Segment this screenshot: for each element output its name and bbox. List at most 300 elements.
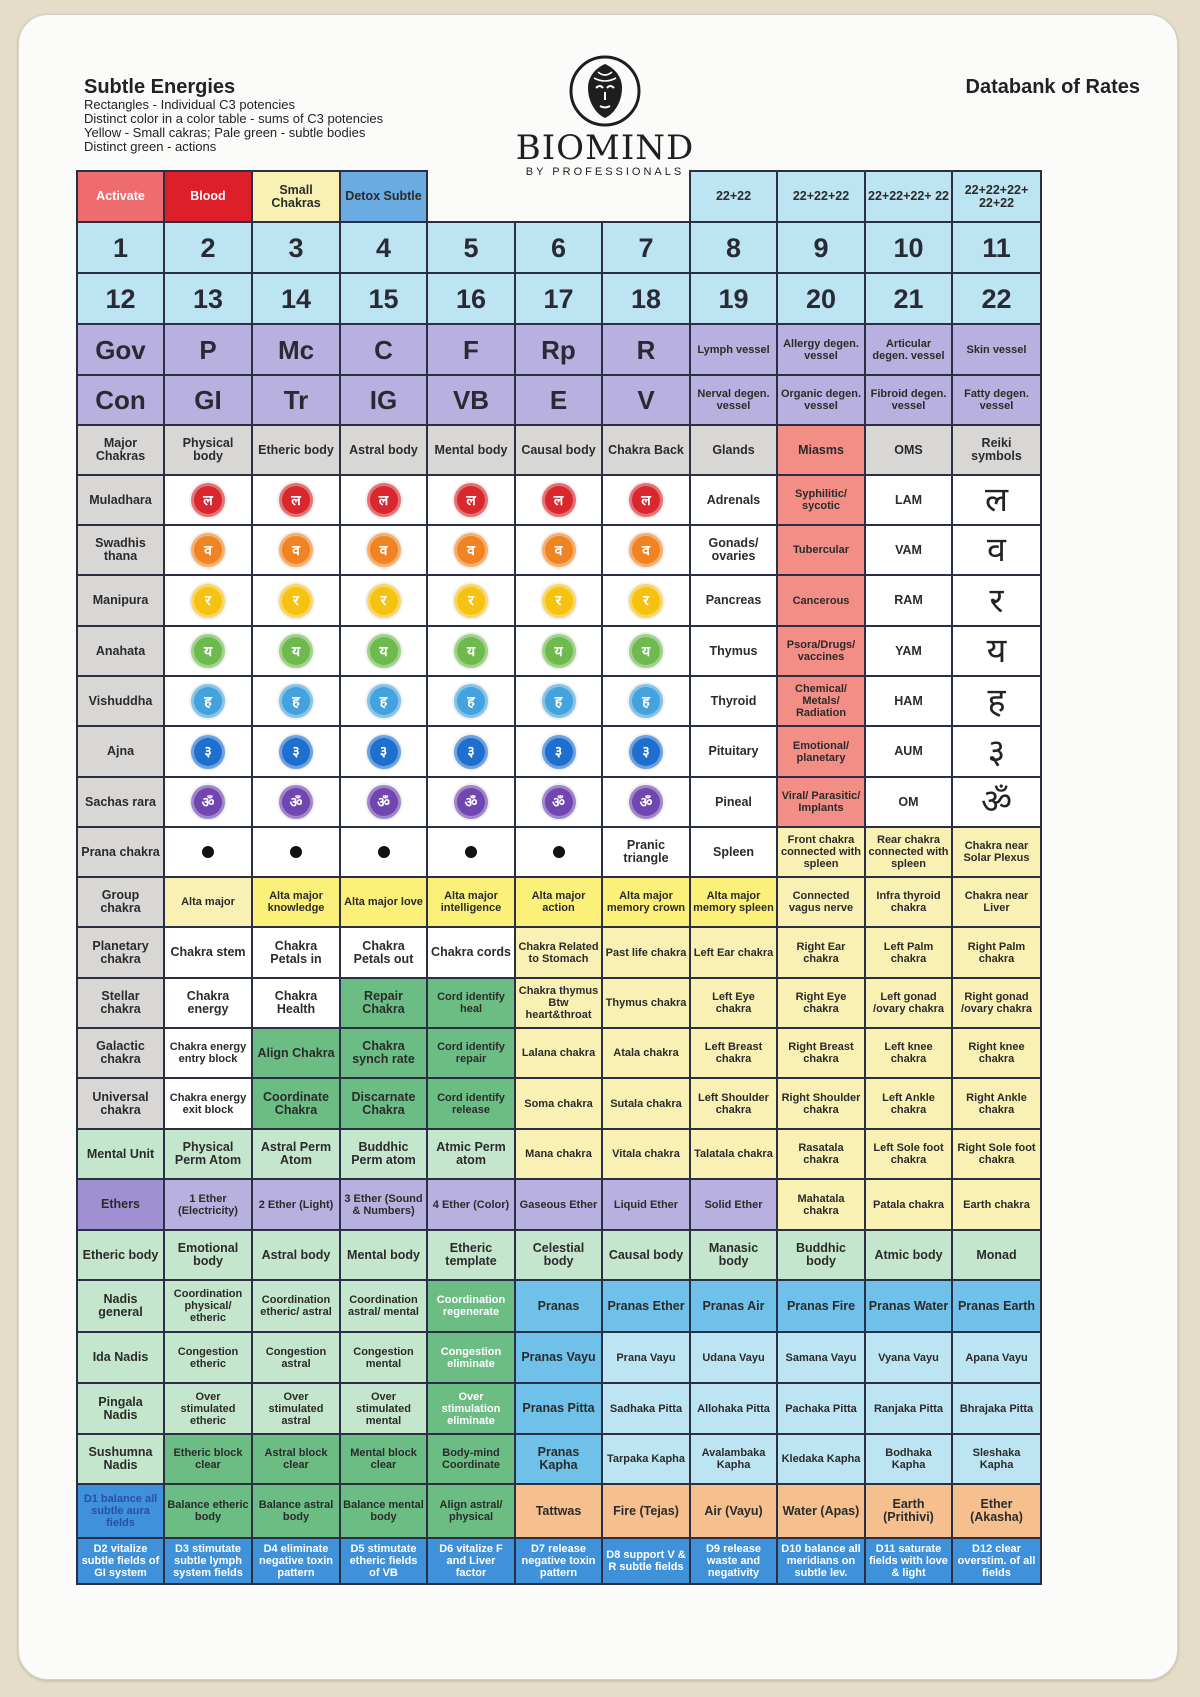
bullet-dot-icon <box>465 846 477 858</box>
chakra-cell-r7-c2 <box>163 474 253 526</box>
table-cell-r20-c6: Mana chakra <box>514 1128 603 1180</box>
table-cell-r25-c10: Ranjaka Pitta <box>864 1382 953 1435</box>
chakra-solar-plexus-icon: र <box>542 584 576 618</box>
table-cell-r7-c10: LAM <box>864 474 953 526</box>
table-cell-r23-c2: Coordination physical/ etheric <box>163 1279 253 1333</box>
table-cell-r21-c11: Earth chakra <box>951 1178 1042 1231</box>
table-cell-r12-c1: Ajna <box>76 725 165 778</box>
table-cell-r26-c1: Sushumna Nadis <box>76 1433 165 1485</box>
table-cell-r21-c10: Patala chakra <box>864 1178 953 1231</box>
table-cell-r28-c2: D3 stimutate subtle lymph system fields <box>163 1537 253 1585</box>
table-cell-r21-c8: Solid Ether <box>689 1178 778 1231</box>
table-cell-r19-c10: Left Ankle chakra <box>864 1077 953 1130</box>
chakra-cell-r13-c6 <box>514 776 603 828</box>
table-cell-r28-c1: D2 vitalize subtle fields of GI system <box>76 1537 165 1585</box>
table-cell-r9-c8: Pancreas <box>689 574 778 627</box>
bullet-dot-icon <box>290 846 302 858</box>
chakra-throat-icon: ह <box>367 684 401 718</box>
table-cell-r11-c8: Thyroid <box>689 675 778 727</box>
chakra-crown-icon: ॐ <box>367 785 401 819</box>
chakra-cell-r11-c6 <box>514 675 603 727</box>
table-cell-r17-c8: Left Eye chakra <box>689 977 778 1029</box>
table-cell-r3-c10: 21 <box>864 272 953 325</box>
table-cell-r24-c11: Apana Vayu <box>951 1331 1042 1384</box>
table-cell-r20-c10: Left Sole foot chakra <box>864 1128 953 1180</box>
table-cell-r2-c10: 10 <box>864 221 953 274</box>
reiki-ram-glyph-icon: र <box>989 580 1004 621</box>
table-cell-r23-c4: Coordination astral/ mental <box>339 1279 428 1333</box>
table-cell-r26-c7: Tarpaka Kapha <box>601 1433 691 1485</box>
reiki-symbol-cell <box>951 725 1042 778</box>
chakra-cell-r12-c2 <box>163 725 253 778</box>
table-cell-r15-c11: Chakra near Liver <box>951 876 1042 928</box>
chakra-cell-r13-c5 <box>426 776 516 828</box>
table-cell-r21-c1: Ethers <box>76 1178 165 1231</box>
table-cell-r20-c9: Rasatala chakra <box>776 1128 866 1180</box>
table-cell-r5-c9: Organic degen. vessel <box>776 374 866 426</box>
chakra-cell-r9-c3 <box>251 574 341 627</box>
table-cell-r25-c7: Sadhaka Pitta <box>601 1382 691 1435</box>
chakra-crown-icon: ॐ <box>542 785 576 819</box>
table-cell-r23-c5: Coordination regenerate <box>426 1279 516 1333</box>
table-cell-r28-c10: D11 saturate fields with love & light <box>864 1537 953 1585</box>
table-cell-r20-c1: Mental Unit <box>76 1128 165 1180</box>
table-cell-r28-c11: D12 clear overstim. of all fields <box>951 1537 1042 1585</box>
chakra-heart-icon: य <box>191 634 225 668</box>
table-cell-r4-c1: Gov <box>76 323 165 376</box>
table-cell-r14-c9: Front chakra connected with spleen <box>776 826 866 878</box>
chakra-solar-plexus-icon: र <box>367 584 401 618</box>
brand-name: BIOMIND <box>515 128 695 168</box>
table-cell-r24-c3: Congestion astral <box>251 1331 341 1384</box>
chakra-sacral-icon: व <box>542 533 576 567</box>
brand-subtitle: BY PROFESSIONALS <box>525 166 685 178</box>
chakra-cell-r7-c3 <box>251 474 341 526</box>
chakra-cell-r10-c2 <box>163 625 253 677</box>
table-cell-r17-c9: Right Eye chakra <box>776 977 866 1029</box>
table-cell-r25-c6: Pranas Pitta <box>514 1382 603 1435</box>
table-cell-r4-c6: Rp <box>514 323 603 376</box>
chakra-cell-r9-c7 <box>601 574 691 627</box>
table-cell-r17-c4: Repair Chakra <box>339 977 428 1029</box>
table-cell-r1-c11: 22+22+22+ 22+22 <box>951 170 1042 223</box>
table-cell-r14-c2 <box>163 826 253 878</box>
table-cell-r1-c2: Blood <box>163 170 253 223</box>
reiki-ham-glyph-icon: ह <box>987 681 1006 721</box>
table-cell-r16-c10: Left Palm chakra <box>864 926 953 979</box>
table-cell-r19-c1: Universal chakra <box>76 1077 165 1130</box>
chakra-third-eye-icon: ३ <box>191 735 225 769</box>
table-cell-r3-c2: 13 <box>163 272 253 325</box>
reiki-symbol-cell <box>951 524 1042 576</box>
table-cell-r15-c7: Alta major memory crown <box>601 876 691 928</box>
table-cell-r16-c11: Right Palm chakra <box>951 926 1042 979</box>
chakra-cell-r10-c5 <box>426 625 516 677</box>
chakra-third-eye-icon: ३ <box>542 735 576 769</box>
bullet-dot-icon <box>202 846 214 858</box>
table-cell-r23-c7: Pranas Ether <box>601 1279 691 1333</box>
table-cell-r1-c3: Small Chakras <box>251 170 341 223</box>
table-cell-r25-c1: Pingala Nadis <box>76 1382 165 1435</box>
table-cell-r19-c11: Right Ankle chakra <box>951 1077 1042 1130</box>
chakra-solar-plexus-icon: र <box>279 584 313 618</box>
chakra-cell-r11-c4 <box>339 675 428 727</box>
table-cell-r22-c4: Mental body <box>339 1229 428 1281</box>
table-cell-r5-c4: IG <box>339 374 428 426</box>
table-cell-r2-c7: 7 <box>601 221 691 274</box>
chakra-cell-r11-c5 <box>426 675 516 727</box>
table-cell-r19-c8: Left Shoulder chakra <box>689 1077 778 1130</box>
table-cell-r1-c4: Detox Subtle <box>339 170 428 223</box>
table-cell-r6-c11: Reiki symbols <box>951 424 1042 476</box>
table-cell-r5-c11: Fatty degen. vessel <box>951 374 1042 426</box>
table-cell-r19-c9: Right Shoulder chakra <box>776 1077 866 1130</box>
reiki-yam-glyph-icon: य <box>986 631 1007 671</box>
table-cell-r24-c2: Congestion etheric <box>163 1331 253 1384</box>
table-cell-r16-c9: Right Ear chakra <box>776 926 866 979</box>
reiki-aum-glyph-icon: ३ <box>987 731 1006 772</box>
table-cell-r5-c8: Nerval degen. vessel <box>689 374 778 426</box>
chakra-root-icon: ल <box>542 483 576 517</box>
table-cell-r19-c3: Coordinate Chakra <box>251 1077 341 1130</box>
table-cell-r26-c4: Mental block clear <box>339 1433 428 1485</box>
table-cell-r17-c5: Cord identify heal <box>426 977 516 1029</box>
table-cell-r16-c2: Chakra stem <box>163 926 253 979</box>
table-cell-r25-c11: Bhrajaka Pitta <box>951 1382 1042 1435</box>
table-cell-r16-c4: Chakra Petals out <box>339 926 428 979</box>
table-cell-r23-c3: Coordination etheric/ astral <box>251 1279 341 1333</box>
reiki-symbol-cell <box>951 675 1042 727</box>
table-cell-r26-c9: Kledaka Kapha <box>776 1433 866 1485</box>
table-cell-r2-c9: 9 <box>776 221 866 274</box>
table-cell-r14-c7: Pranic triangle <box>601 826 691 878</box>
table-cell-r28-c7: D8 support V & R subtle fields <box>601 1537 691 1585</box>
table-cell-r4-c10: Articular degen. vessel <box>864 323 953 376</box>
chakra-root-icon: ल <box>454 483 488 517</box>
table-cell-r2-c3: 3 <box>251 221 341 274</box>
table-cell-r26-c3: Astral block clear <box>251 1433 341 1485</box>
table-cell-r14-c1: Prana chakra <box>76 826 165 878</box>
table-cell-r18-c5: Cord identify repair <box>426 1027 516 1079</box>
chakra-cell-r7-c6 <box>514 474 603 526</box>
chakra-cell-r7-c4 <box>339 474 428 526</box>
table-cell-r6-c3: Etheric body <box>251 424 341 476</box>
table-cell-r17-c2: Chakra energy <box>163 977 253 1029</box>
table-cell-r6-c10: OMS <box>864 424 953 476</box>
chakra-cell-r8-c5 <box>426 524 516 576</box>
chakra-crown-icon: ॐ <box>191 785 225 819</box>
table-cell-r26-c2: Etheric block clear <box>163 1433 253 1485</box>
chakra-crown-icon: ॐ <box>629 785 663 819</box>
table-cell-r25-c9: Pachaka Pitta <box>776 1382 866 1435</box>
chakra-heart-icon: य <box>542 634 576 668</box>
table-cell-r14-c4 <box>339 826 428 878</box>
bullet-dot-icon <box>378 846 390 858</box>
table-cell-r4-c5: F <box>426 323 516 376</box>
table-cell-r2-c5: 5 <box>426 221 516 274</box>
table-cell-r5-c5: VB <box>426 374 516 426</box>
chakra-solar-plexus-icon: र <box>454 584 488 618</box>
chakra-sacral-icon: व <box>629 533 663 567</box>
table-cell-r17-c6: Chakra thymus Btw heart&throat <box>514 977 603 1029</box>
table-cell-r8-c1: Swadhis thana <box>76 524 165 576</box>
table-cell-r3-c4: 15 <box>339 272 428 325</box>
chakra-third-eye-icon: ३ <box>367 735 401 769</box>
table-cell-r15-c1: Group chakra <box>76 876 165 928</box>
legend-line-4: Distinct green - actions <box>84 139 217 154</box>
chakra-root-icon: ल <box>191 483 225 517</box>
table-cell-r9-c9: Cancerous <box>776 574 866 627</box>
chakra-solar-plexus-icon: र <box>629 584 663 618</box>
table-cell-r26-c6: Pranas Kapha <box>514 1433 603 1485</box>
table-cell-r10-c9: Psora/Drugs/ vaccines <box>776 625 866 677</box>
chakra-cell-r8-c7 <box>601 524 691 576</box>
table-cell-r22-c5: Etheric template <box>426 1229 516 1281</box>
reiki-symbol-cell <box>951 625 1042 677</box>
reiki-lam-glyph-icon: ल <box>984 480 1009 520</box>
chakra-cell-r8-c2 <box>163 524 253 576</box>
table-cell-r21-c3: 2 Ether (Light) <box>251 1178 341 1231</box>
table-cell-r22-c3: Astral body <box>251 1229 341 1281</box>
table-cell-r4-c7: R <box>601 323 691 376</box>
table-cell-r3-c8: 19 <box>689 272 778 325</box>
table-cell-r6-c6: Causal body <box>514 424 603 476</box>
table-cell-r1-c10: 22+22+22+ 22 <box>864 170 953 223</box>
table-cell-r3-c6: 17 <box>514 272 603 325</box>
chakra-cell-r10-c6 <box>514 625 603 677</box>
table-cell-r15-c8: Alta major memory spleen <box>689 876 778 928</box>
table-cell-r14-c6 <box>514 826 603 878</box>
chakra-cell-r11-c2 <box>163 675 253 727</box>
table-cell-r25-c4: Over stimulated mental <box>339 1382 428 1435</box>
chakra-cell-r13-c4 <box>339 776 428 828</box>
chakra-cell-r9-c4 <box>339 574 428 627</box>
table-cell-r12-c10: AUM <box>864 725 953 778</box>
table-cell-r14-c3 <box>251 826 341 878</box>
table-cell-r5-c2: GI <box>163 374 253 426</box>
table-cell-r1-c8: 22+22 <box>689 170 778 223</box>
table-cell-r20-c5: Atmic Perm atom <box>426 1128 516 1180</box>
table-cell-r7-c1: Muladhara <box>76 474 165 526</box>
table-cell-r18-c10: Left knee chakra <box>864 1027 953 1079</box>
table-cell-r6-c8: Glands <box>689 424 778 476</box>
table-cell-r10-c1: Anahata <box>76 625 165 677</box>
table-cell-r5-c3: Tr <box>251 374 341 426</box>
table-cell-r24-c10: Vyana Vayu <box>864 1331 953 1384</box>
table-cell-r24-c9: Samana Vayu <box>776 1331 866 1384</box>
table-cell-r15-c6: Alta major action <box>514 876 603 928</box>
table-cell-r8-c10: VAM <box>864 524 953 576</box>
chakra-cell-r11-c7 <box>601 675 691 727</box>
table-cell-r13-c1: Sachas rara <box>76 776 165 828</box>
table-cell-r3-c11: 22 <box>951 272 1042 325</box>
table-cell-r1-c9: 22+22+22 <box>776 170 866 223</box>
table-cell-r23-c10: Pranas Water <box>864 1279 953 1333</box>
table-cell-r27-c7: Fire (Tejas) <box>601 1483 691 1539</box>
table-cell-r15-c4: Alta major love <box>339 876 428 928</box>
table-cell-r2-c4: 4 <box>339 221 428 274</box>
table-cell-r27-c1: D1 balance all subtle aura fields <box>76 1483 165 1539</box>
chakra-throat-icon: ह <box>191 684 225 718</box>
chakra-throat-icon: ह <box>629 684 663 718</box>
chakra-sacral-icon: व <box>454 533 488 567</box>
chakra-crown-icon: ॐ <box>454 785 488 819</box>
table-cell-r28-c3: D4 eliminate negative toxin pattern <box>251 1537 341 1585</box>
table-cell-r18-c3: Align Chakra <box>251 1027 341 1079</box>
table-cell-r22-c11: Monad <box>951 1229 1042 1281</box>
table-cell-r27-c11: Ether (Akasha) <box>951 1483 1042 1539</box>
table-cell-r17-c11: Right gonad /ovary chakra <box>951 977 1042 1029</box>
table-cell-r6-c9: Miasms <box>776 424 866 476</box>
table-cell-r4-c11: Skin vessel <box>951 323 1042 376</box>
table-cell-r6-c7: Chakra Back <box>601 424 691 476</box>
table-cell-r17-c3: Chakra Health <box>251 977 341 1029</box>
table-cell-r18-c4: Chakra synch rate <box>339 1027 428 1079</box>
table-cell-r23-c6: Pranas <box>514 1279 603 1333</box>
bullet-dot-icon <box>553 846 565 858</box>
table-cell-r15-c2: Alta major <box>163 876 253 928</box>
table-cell-r11-c10: HAM <box>864 675 953 727</box>
table-cell-r22-c6: Celestial body <box>514 1229 603 1281</box>
table-cell-r12-c9: Emotional/ planetary <box>776 725 866 778</box>
table-cell-r19-c6: Soma chakra <box>514 1077 603 1130</box>
table-cell-r4-c2: P <box>163 323 253 376</box>
table-cell-r21-c2: 1 Ether (Electricity) <box>163 1178 253 1231</box>
table-cell-r5-c1: Con <box>76 374 165 426</box>
table-cell-r15-c3: Alta major knowledge <box>251 876 341 928</box>
chakra-cell-r12-c5 <box>426 725 516 778</box>
table-cell-r23-c1: Nadis general <box>76 1279 165 1333</box>
chakra-throat-icon: ह <box>279 684 313 718</box>
table-cell-r22-c2: Emotional body <box>163 1229 253 1281</box>
table-cell-r20-c11: Right Sole foot chakra <box>951 1128 1042 1180</box>
table-cell-r25-c3: Over stimulated astral <box>251 1382 341 1435</box>
chakra-cell-r13-c7 <box>601 776 691 828</box>
table-cell-r24-c1: Ida Nadis <box>76 1331 165 1384</box>
chakra-cell-r9-c5 <box>426 574 516 627</box>
table-cell-r14-c10: Rear chakra connected with spleen <box>864 826 953 878</box>
table-cell-r24-c5: Congestion eliminate <box>426 1331 516 1384</box>
table-cell-r16-c3: Chakra Petals in <box>251 926 341 979</box>
chakra-cell-r8-c4 <box>339 524 428 576</box>
chakra-root-icon: ल <box>279 483 313 517</box>
table-cell-r13-c9: Viral/ Parasitic/ Implants <box>776 776 866 828</box>
table-cell-r14-c8: Spleen <box>689 826 778 878</box>
legend-line-1: Rectangles - Individual C3 potencies <box>84 97 296 112</box>
table-cell-r24-c7: Prana Vayu <box>601 1331 691 1384</box>
table-cell-r21-c9: Mahatala chakra <box>776 1178 866 1231</box>
chakra-root-icon: ल <box>367 483 401 517</box>
chakra-cell-r8-c3 <box>251 524 341 576</box>
table-cell-r17-c10: Left gonad /ovary chakra <box>864 977 953 1029</box>
chakra-third-eye-icon: ३ <box>279 735 313 769</box>
chakra-sacral-icon: व <box>279 533 313 567</box>
table-cell-r27-c2: Balance etheric body <box>163 1483 253 1539</box>
table-cell-r10-c10: YAM <box>864 625 953 677</box>
chakra-solar-plexus-icon: र <box>191 584 225 618</box>
table-cell-r16-c5: Chakra cords <box>426 926 516 979</box>
table-cell-r19-c4: Discarnate Chakra <box>339 1077 428 1130</box>
table-cell-r19-c2: Chakra energy exit block <box>163 1077 253 1130</box>
table-cell-r20-c3: Astral Perm Atom <box>251 1128 341 1180</box>
table-cell-r18-c8: Left Breast chakra <box>689 1027 778 1079</box>
table-cell-r2-c1: 1 <box>76 221 165 274</box>
page-title: Subtle Energies <box>84 76 236 98</box>
table-cell-r6-c5: Mental body <box>426 424 516 476</box>
table-cell-r21-c7: Liquid Ether <box>601 1178 691 1231</box>
chakra-throat-icon: ह <box>454 684 488 718</box>
table-cell-r6-c2: Physical body <box>163 424 253 476</box>
table-cell-r2-c2: 2 <box>163 221 253 274</box>
table-cell-r4-c9: Allergy degen. vessel <box>776 323 866 376</box>
table-cell-r9-c10: RAM <box>864 574 953 627</box>
table-cell-r7-c8: Adrenals <box>689 474 778 526</box>
table-cell-r27-c6: Tattwas <box>514 1483 603 1539</box>
table-cell-r25-c2: Over stimulated etheric <box>163 1382 253 1435</box>
table-cell-r2-c6: 6 <box>514 221 603 274</box>
table-cell-r4-c8: Lymph vessel <box>689 323 778 376</box>
chakra-cell-r10-c3 <box>251 625 341 677</box>
table-cell-r28-c6: D7 release negative toxin pattern <box>514 1537 603 1585</box>
table-cell-r25-c5: Over stimulation eliminate <box>426 1382 516 1435</box>
table-cell-r27-c8: Air (Vayu) <box>689 1483 778 1539</box>
table-cell-r16-c8: Left Ear chakra <box>689 926 778 979</box>
table-cell-r21-c5: 4 Ether (Color) <box>426 1178 516 1231</box>
table-cell-r7-c9: Syphilitic/ sycotic <box>776 474 866 526</box>
table-cell-r27-c4: Balance mental body <box>339 1483 428 1539</box>
table-cell-r3-c3: 14 <box>251 272 341 325</box>
table-cell-r18-c1: Galactic chakra <box>76 1027 165 1079</box>
table-cell-r28-c5: D6 vitalize F and Liver factor <box>426 1537 516 1585</box>
chakra-third-eye-icon: ३ <box>629 735 663 769</box>
table-cell-r17-c1: Stellar chakra <box>76 977 165 1029</box>
table-cell-r27-c10: Earth (Prithivi) <box>864 1483 953 1539</box>
table-cell-r28-c8: D9 release waste and negativity <box>689 1537 778 1585</box>
table-cell-r27-c9: Water (Apas) <box>776 1483 866 1539</box>
table-cell-r13-c10: OM <box>864 776 953 828</box>
chakra-cell-r12-c6 <box>514 725 603 778</box>
databank-title: Databank of Rates <box>965 76 1140 98</box>
table-cell-r20-c7: Vitala chakra <box>601 1128 691 1180</box>
table-cell-r9-c1: Manipura <box>76 574 165 627</box>
chakra-throat-icon: ह <box>542 684 576 718</box>
table-cell-r22-c1: Etheric body <box>76 1229 165 1281</box>
chakra-heart-icon: य <box>279 634 313 668</box>
table-cell-r19-c7: Sutala chakra <box>601 1077 691 1130</box>
table-cell-r20-c2: Physical Perm Atom <box>163 1128 253 1180</box>
table-cell-r3-c9: 20 <box>776 272 866 325</box>
table-cell-r2-c8: 8 <box>689 221 778 274</box>
chakra-cell-r7-c7 <box>601 474 691 526</box>
table-cell-r26-c11: Sleshaka Kapha <box>951 1433 1042 1485</box>
table-cell-r11-c9: Chemical/ Metals/ Radiation <box>776 675 866 727</box>
table-cell-r5-c10: Fibroid degen. vessel <box>864 374 953 426</box>
table-cell-r21-c6: Gaseous Ether <box>514 1178 603 1231</box>
table-cell-r8-c8: Gonads/ ovaries <box>689 524 778 576</box>
table-cell-r26-c8: Avalambaka Kapha <box>689 1433 778 1485</box>
table-cell-r24-c6: Pranas Vayu <box>514 1331 603 1384</box>
chakra-cell-r8-c6 <box>514 524 603 576</box>
table-cell-r2-c11: 11 <box>951 221 1042 274</box>
table-cell-r11-c1: Vishuddha <box>76 675 165 727</box>
chakra-root-icon: ल <box>629 483 663 517</box>
table-cell-r3-c1: 12 <box>76 272 165 325</box>
table-cell-r23-c11: Pranas Earth <box>951 1279 1042 1333</box>
table-cell-r18-c7: Atala chakra <box>601 1027 691 1079</box>
reiki-om-glyph-icon: ॐ <box>980 782 1012 822</box>
table-cell-r22-c8: Manasic body <box>689 1229 778 1281</box>
chakra-heart-icon: य <box>454 634 488 668</box>
